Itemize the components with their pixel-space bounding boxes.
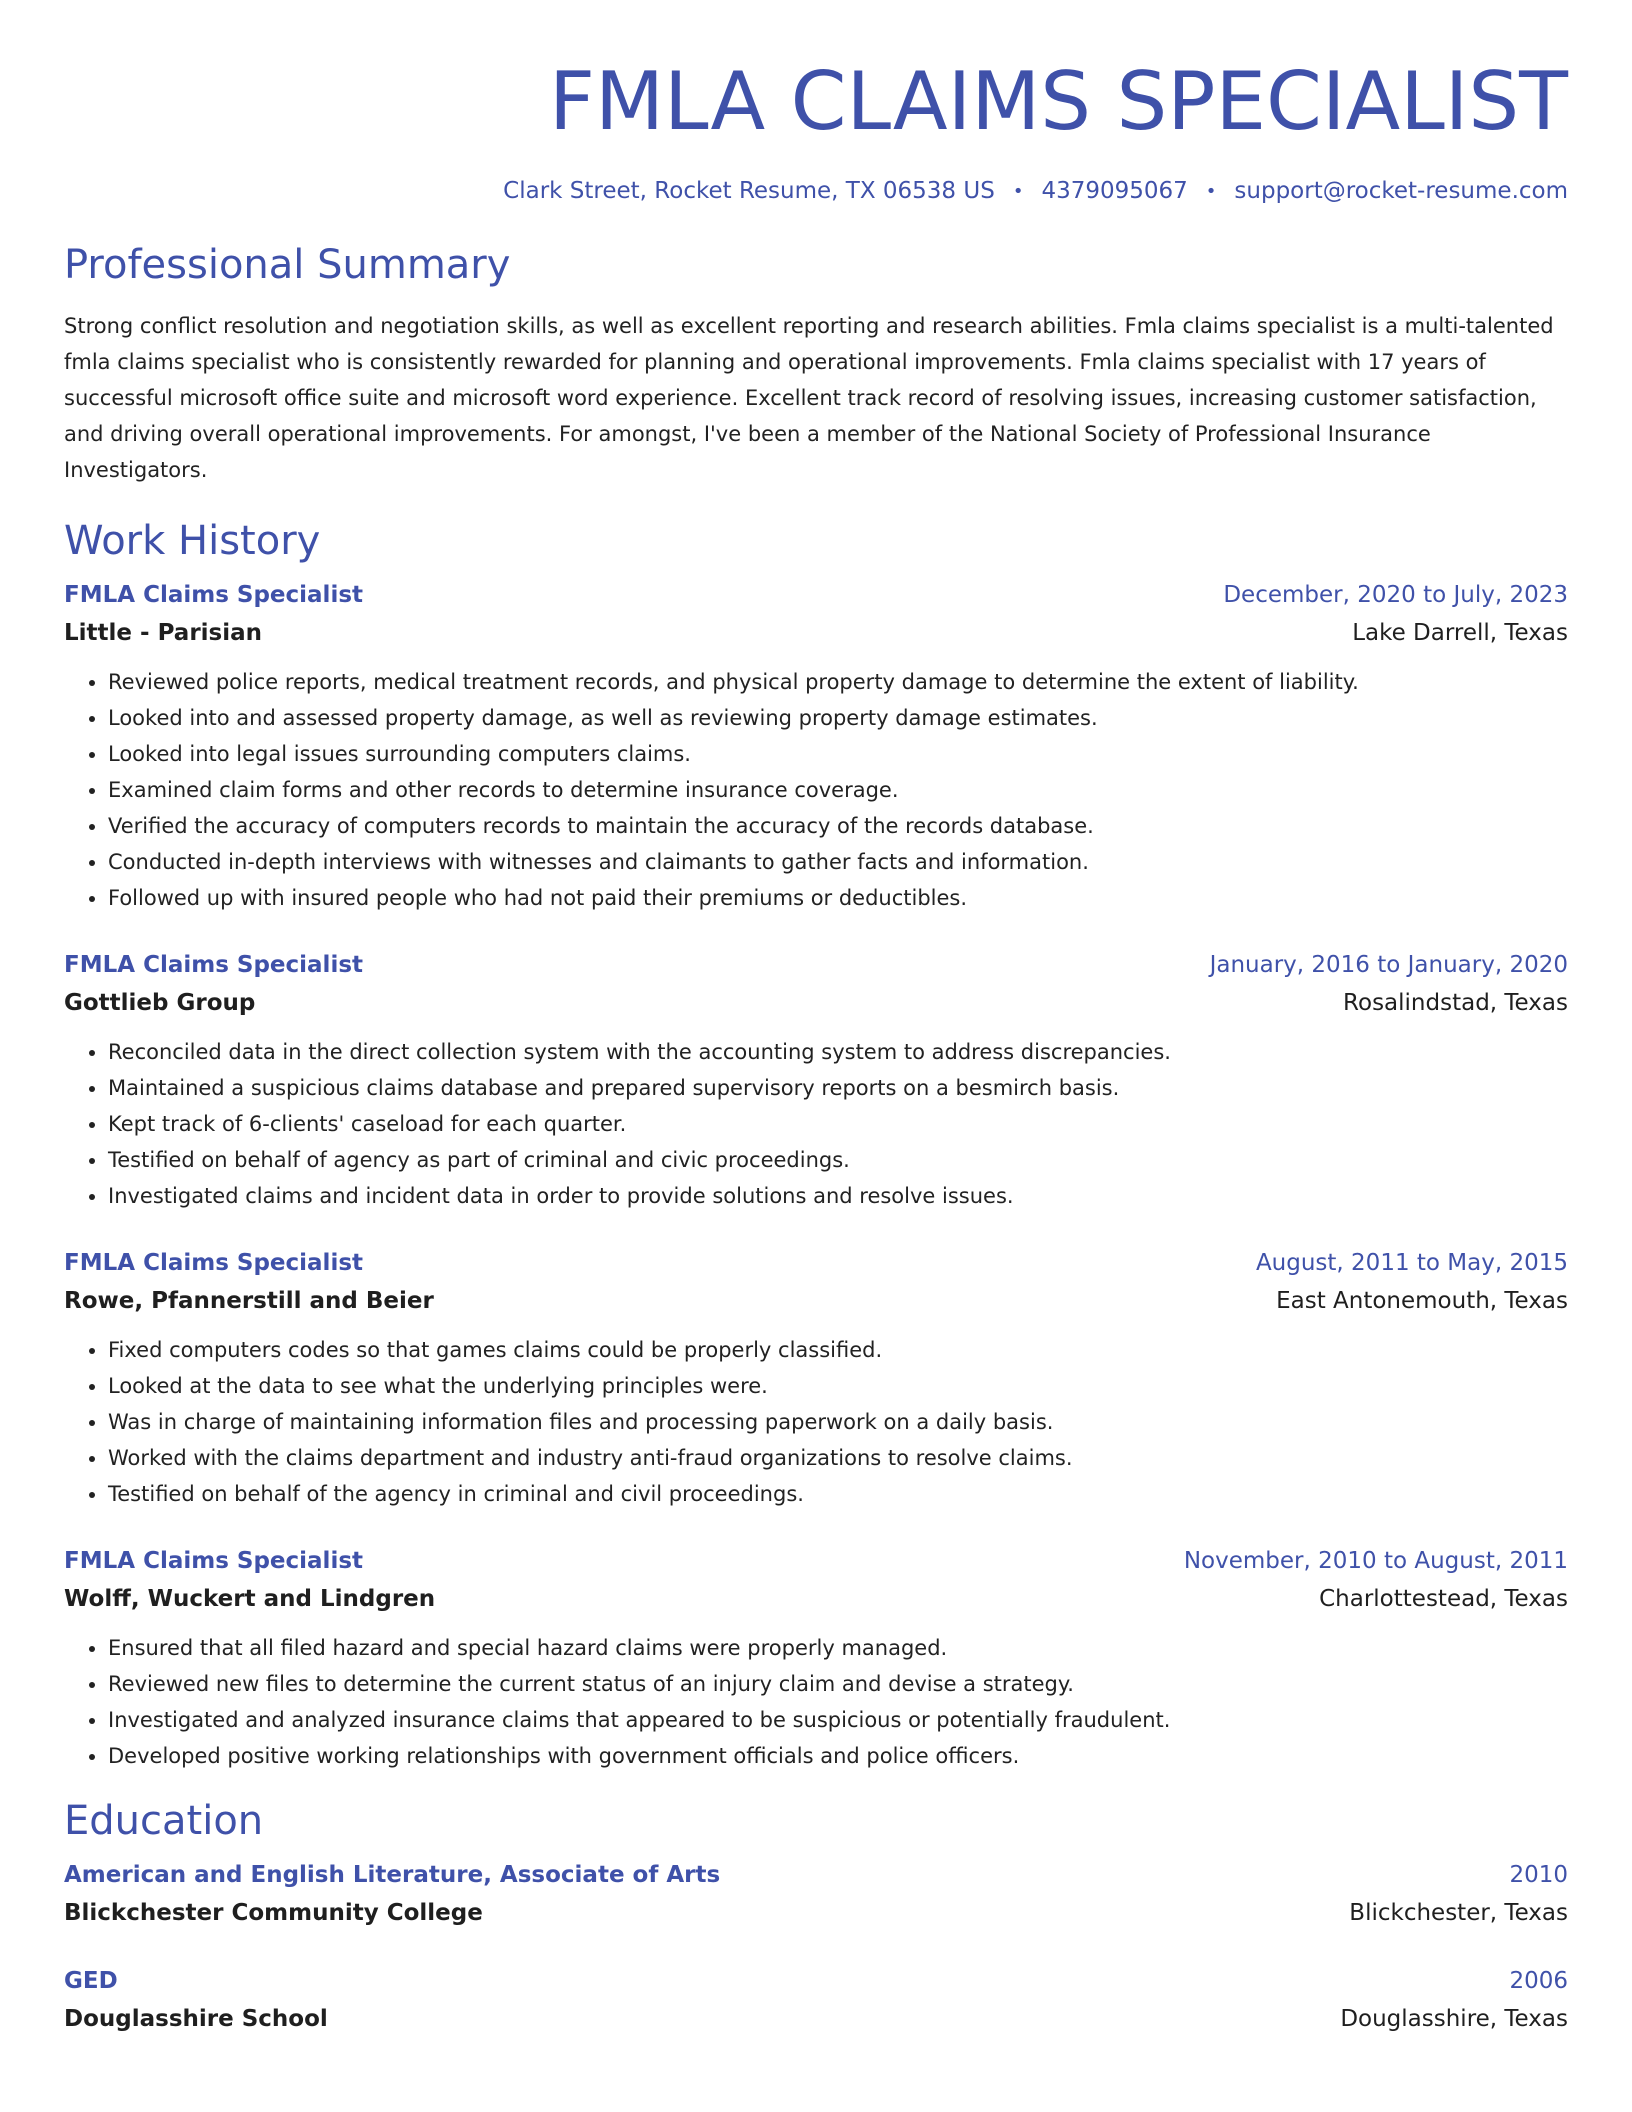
job-bullet: • Worked with the claims department and industry anti-fraud organizations to resolve claims. (108, 1440, 1568, 1476)
work-history-heading: Work History (64, 517, 321, 564)
job-role: FMLA Claims Specialist (64, 951, 364, 978)
job-bullet: • Looked into legal issues surrounding computers claims. (108, 736, 1568, 772)
education-school: Blickchester Community College (64, 1899, 483, 1926)
job-company: Wolff, Wuckert and Lindgren (64, 1585, 436, 1612)
job-company: Rowe, Pfannerstill and Beier (64, 1287, 434, 1314)
job-bullet: • Reviewed new files to determine the current status of an injury claim and devise a strategy. (108, 1666, 1568, 1702)
job-bullet: • Looked into and assessed property damage, as well as reviewing property damage estimates. (108, 700, 1568, 736)
job-role: FMLA Claims Specialist (64, 581, 364, 608)
job-dates: August, 2011 to May, 2015 (1255, 1249, 1568, 1276)
job-location: Charlottestead, Texas (1319, 1585, 1568, 1612)
job-bullet-list (64, 1332, 1568, 1512)
job-company: Gottlieb Group (64, 989, 256, 1016)
resume-page (64, 0, 1568, 2038)
job-company: Little - Parisian (64, 619, 263, 646)
contact-line (64, 176, 1568, 207)
job-bullet: • Kept track of 6-clients' caseload for each quarter. (108, 1106, 1568, 1142)
education-year: 2006 (1509, 1967, 1568, 1994)
job-bullet: • Looked at the data to see what the underlying principles were. (108, 1368, 1568, 1404)
job-dates: November, 2010 to August, 2011 (1183, 1547, 1568, 1574)
job-bullet: • Examined claim forms and other records to determine insurance coverage. (108, 772, 1568, 808)
job-bullet: • Followed up with insured people who had not paid their premiums or deductibles. (108, 880, 1568, 916)
job-bullet: • Testified on behalf of the agency in criminal and civil proceedings. (108, 1476, 1568, 1512)
job-bullet-list (64, 1034, 1568, 1214)
job-location: East Antonemouth, Texas (1276, 1287, 1568, 1314)
summary-text: Strong conflict resolution and negotiation skills, as well as excellent reporting and research abilities. Fmla claims specialist is a multi-talented fmla claims specialist who is consistently rewarded for planning and operational improvements. Fmla claims specialist with 17 years of successful microsoft office suite and microsoft word experience. Excellent track record of resolving issues, increasing customer satisfaction, and driving overall operational improvements. For amongst, I've been a member of the National Society of Professional Insurance Investigators. (64, 313, 1554, 482)
education-location: Douglasshire, Texas (1340, 2005, 1568, 2032)
job-entry (64, 1542, 1568, 1774)
job-bullet: • Fixed computers codes so that games claims could be properly classified. (108, 1332, 1568, 1368)
job-location: Lake Darrell, Texas (1352, 619, 1568, 646)
job-entry (64, 1244, 1568, 1512)
summary-heading: Professional Summary (64, 241, 511, 288)
job-bullet: • Maintained a suspicious claims database and prepared supervisory reports on a besmirch basis. (108, 1070, 1568, 1106)
job-bullet: • Reviewed police reports, medical treatment records, and physical property damage to determine the extent of liability. (108, 664, 1568, 700)
job-bullet: • Investigated claims and incident data in order to provide solutions and resolve issues. (108, 1178, 1568, 1214)
education-entry (64, 1962, 1568, 2038)
education-school: Douglasshire School (64, 2005, 328, 2032)
education-year: 2010 (1509, 1861, 1568, 1888)
education-entry (64, 1856, 1568, 1932)
job-location: Rosalindstad, Texas (1343, 989, 1568, 1016)
education-degree: GED (64, 1967, 118, 1994)
job-dates: January, 2016 to January, 2020 (1209, 951, 1568, 978)
job-entry (64, 576, 1568, 916)
job-bullet: • Verified the accuracy of computers records to maintain the accuracy of the records database. (108, 808, 1568, 844)
job-bullet-list (64, 1630, 1568, 1774)
job-bullet: • Reconciled data in the direct collection system with the accounting system to address discrepancies. (108, 1034, 1568, 1070)
job-entry (64, 946, 1568, 1214)
job-bullet: • Investigated and analyzed insurance claims that appeared to be suspicious or potentially fraudulent. (108, 1702, 1568, 1738)
education-degree: American and English Literature, Associate of Arts (64, 1861, 721, 1888)
job-bullet: • Testified on behalf of agency as part of criminal and civic proceedings. (108, 1142, 1568, 1178)
contact-email[interactable]: support@rocket-resume.com (1234, 178, 1568, 204)
job-bullet: • Ensured that all filed hazard and special hazard claims were properly managed. (108, 1630, 1568, 1666)
job-bullet: • Was in charge of maintaining information files and processing paperwork on a daily basis. (108, 1404, 1568, 1440)
job-bullet: • Developed positive working relationships with government officials and police officers. (108, 1738, 1568, 1774)
resume-title: FMLA CLAIMS SPECIALIST (549, 55, 1568, 148)
contact-separator: • (1012, 180, 1024, 202)
job-dates: December, 2020 to July, 2023 (1223, 581, 1568, 608)
education-location: Blickchester, Texas (1349, 1899, 1568, 1926)
job-bullet: • Conducted in-depth interviews with witnesses and claimants to gather facts and information. (108, 844, 1568, 880)
job-role: FMLA Claims Specialist (64, 1249, 364, 1276)
contact-address: Clark Street, Rocket Resume, TX 06538 US (503, 178, 995, 204)
job-bullet-list (64, 664, 1568, 916)
contact-separator: • (1205, 180, 1217, 202)
education-heading: Education (64, 1797, 264, 1844)
contact-phone: 4379095067 (1041, 178, 1188, 204)
job-role: FMLA Claims Specialist (64, 1547, 364, 1574)
